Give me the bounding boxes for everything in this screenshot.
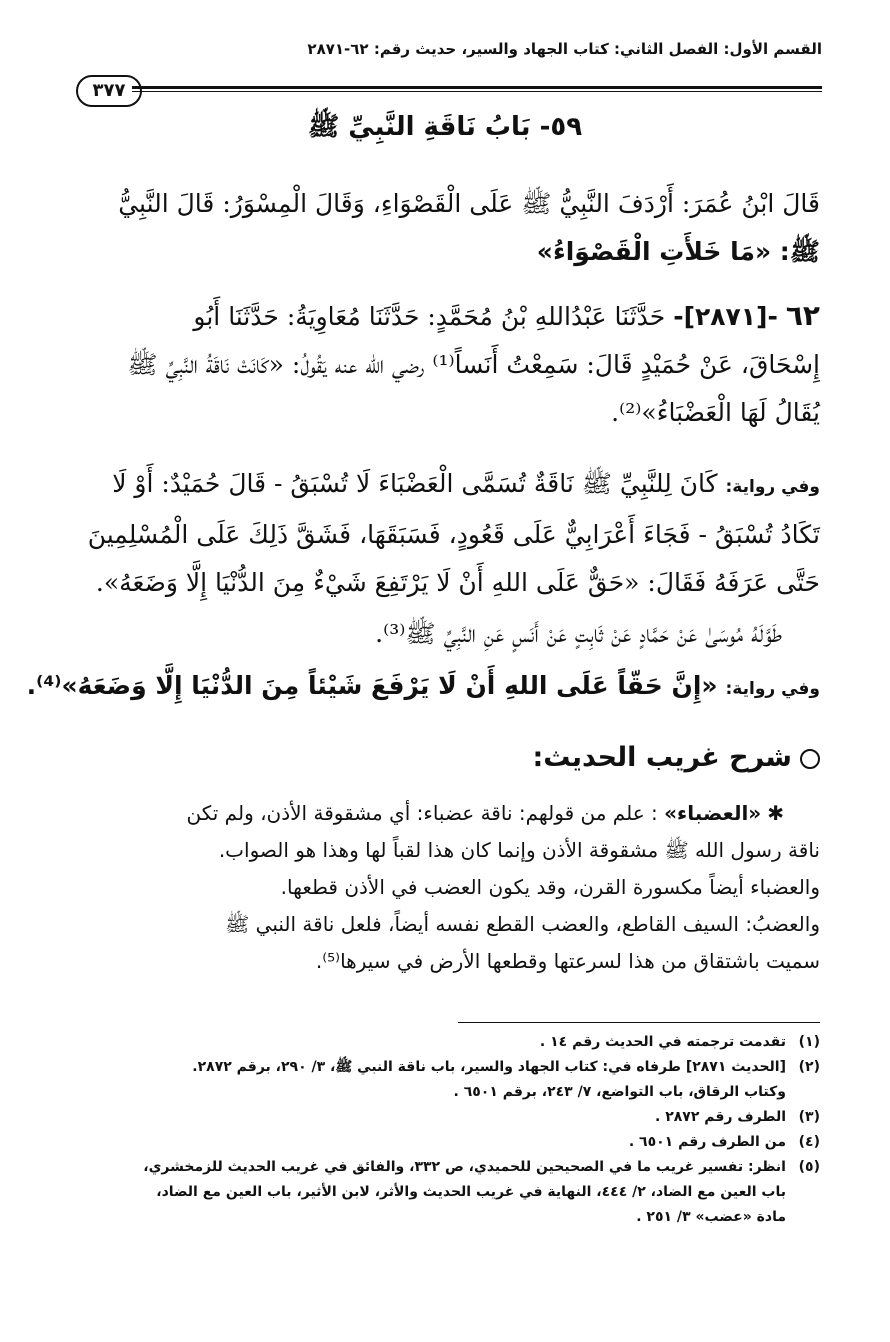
footnote-number: (٤) bbox=[798, 1134, 820, 1150]
hadith-line: حَدَّثَنَا عَبْدُاللهِ بْنُ مُحَمَّدٍ: حَدَّثَنَا مُعَاوِيَةُ: حَدَّثَنَا أَبُو bbox=[193, 302, 666, 331]
section-heading bbox=[80, 742, 820, 773]
intro-line: قَالَ ابْنُ عُمَرَ: أَرْدَفَ النَّبِيُّ ﷺ عَلَى الْقَصْوَاءِ، وَقَالَ الْمِسْوَرُ: قَالَ النَّبِيُّ bbox=[118, 189, 820, 218]
explanation-line: : علم من قولهم: ناقة عضباء: أي مشقوقة الأذن، ولم تكن bbox=[186, 801, 658, 825]
footnote-number: (١) bbox=[798, 1034, 820, 1050]
hadith-line: يُقَالُ لَهَا الْعَضْبَاءُ»⁽²⁾. bbox=[611, 398, 820, 427]
explanation-line: والعضبُ: السيف القاطع، والعضب القطع نفسه أيضاً، فلعل ناقة النبي ﷺ bbox=[225, 912, 820, 936]
riwaya2-line bbox=[26, 662, 820, 713]
intro-line: ﷺ: «مَا خَلأَتِ الْقَصْوَاءُ» bbox=[536, 237, 820, 266]
hadith-line: إِسْحَاقَ، عَنْ حُمَيْدٍ قَالَ: سَمِعْتُ أَنَساً⁽¹⁾ رضي الله عنه يَقُولُ: «كَانَتْ نَاقَةُ النَّبِيِّ ﷺ bbox=[127, 350, 820, 379]
footnote-continuation: وكتاب الرقاق، باب التواضع، ٧/ ٢٤٣، برقم ٦٥٠١ . bbox=[453, 1084, 786, 1100]
footnote-number: (٢) bbox=[798, 1059, 820, 1075]
footnote-item bbox=[80, 1130, 820, 1155]
riwaya-line: تَكَادُ تُسْبَقُ - فَجَاءَ أَعْرَابِيٌّ عَلَى قَعُودٍ، فَسَبَقَهَا، فَشَقَّ ذَلِكَ عَلَى الْمُسْلِمِينَ bbox=[87, 520, 820, 549]
page-number-badge: ٣٧٧ bbox=[76, 75, 142, 107]
footnote-item bbox=[80, 1030, 820, 1055]
hadith-number: ٦٢ bbox=[785, 299, 820, 332]
footnote-text: الطرف رقم ٢٨٧٢ . bbox=[654, 1109, 786, 1125]
running-header: القسم الأول: الفصل الثاني: كتاب الجهاد والسير، حديث رقم: ٦٢-٢٨٧١ bbox=[307, 40, 822, 58]
explanation-term: «العضباء» bbox=[664, 801, 762, 825]
footnote-number: (٣) bbox=[798, 1109, 820, 1125]
footnote-continuation: مادة «عضب» ٣/ ٢٥١ . bbox=[636, 1209, 786, 1225]
footnote-rule bbox=[458, 1022, 820, 1023]
footnote-text: تقدمت ترجمته في الحديث رقم ١٤ . bbox=[539, 1034, 786, 1050]
tawwalahu-line: طَوَّلَهُ مُوسَىٰ عَنْ حَمَّادٍ عَنْ ثَابِتٍ عَنْ أَنَسٍ عَنِ النَّبِيِّ ﷺ⁽³⁾. bbox=[375, 619, 782, 648]
tawwalahu-paragraph bbox=[80, 610, 820, 658]
explanation-first-line bbox=[80, 795, 820, 832]
riwaya-first-line bbox=[80, 460, 820, 511]
hadith-paragraph bbox=[80, 292, 820, 437]
section-title: شرح غريب الحديث: bbox=[532, 742, 792, 773]
footnote-item bbox=[80, 1155, 820, 1180]
footnote-continuation: باب العين مع الضاد، ٢/ ٤٤٤، النهاية في غريب الحديث والأثر، لابن الأثير، باب العين مع الضاد، bbox=[156, 1184, 786, 1200]
hadith-first-line bbox=[80, 292, 820, 341]
explanation-line: والعضباء أيضاً مكسورة القرن، وقد يكون العضب في الأذن قطعها. bbox=[280, 875, 820, 899]
footnote-text: [الحديث ٢٨٧١] طرفاه في: كتاب الجهاد والسير، باب ناقة النبي ﷺ، ٣/ ٢٩٠، برقم ٢٨٧٢. bbox=[192, 1059, 786, 1075]
footnote-item bbox=[80, 1105, 820, 1130]
explanation-line: ناقة رسول الله ﷺ مشقوقة الأذن وإنما كان هذا لقباً لها وهذا هو الصواب. bbox=[218, 838, 820, 862]
hadith-ref: -[٢٨٧١]- bbox=[673, 302, 778, 331]
footnote-text: انظر: تفسير غريب ما في الصحيحين للحميدي، ص ٣٣٢، والفائق في غريب الحديث للزمخشري، bbox=[143, 1159, 786, 1175]
explanation-paragraph bbox=[80, 795, 820, 980]
riwaya2-paragraph bbox=[26, 662, 820, 713]
riwaya-paragraph bbox=[80, 460, 820, 607]
footnote-text: من الطرف رقم ٦٥٠١ . bbox=[628, 1134, 786, 1150]
riwaya-line: حَتَّى عَرَفَهُ فَقَالَ: «حَقٌّ عَلَى اللهِ أَنْ لَا يَرْتَفِعَ شَيْءٌ مِنَ الدُّنْيَا إِلَّا وَضَعَهُ». bbox=[95, 568, 820, 597]
intro-paragraph bbox=[80, 180, 820, 276]
footnote-item bbox=[80, 1055, 820, 1080]
riwaya2-label: وفي رواية: bbox=[725, 679, 820, 699]
header-rule-thin bbox=[132, 91, 822, 92]
chapter-title: ٥٩- بَابُ نَاقَةِ النَّبِيِّ ﷺ bbox=[307, 112, 583, 142]
circle-bullet-icon bbox=[800, 749, 820, 769]
riwaya-label: وفي رواية: bbox=[725, 477, 820, 497]
header-rule bbox=[132, 86, 822, 89]
riwaya2-text: «إِنَّ حَقّاً عَلَى اللهِ أَنْ لَا يَرْفَعَ شَيْئاً مِنَ الدُّنْيَا إِلَّا وَضَعَهُ»⁽⁴⁾. bbox=[26, 671, 718, 700]
asterisk-icon: ✱ bbox=[767, 801, 784, 825]
footnote-number: (٥) bbox=[798, 1159, 820, 1175]
riwaya-line: كَانَ لِلنَّبِيِّ ﷺ نَاقَةٌ تُسَمَّى الْعَضْبَاءَ لَا تُسْبَقُ - قَالَ حُمَيْدٌ: أَوْ لَا bbox=[112, 469, 718, 498]
explanation-line: سميت باشتقاق من هذا لسرعتها وقطعها الأرض في سيرها⁽⁵⁾. bbox=[315, 949, 820, 973]
footnotes bbox=[80, 1030, 820, 1230]
